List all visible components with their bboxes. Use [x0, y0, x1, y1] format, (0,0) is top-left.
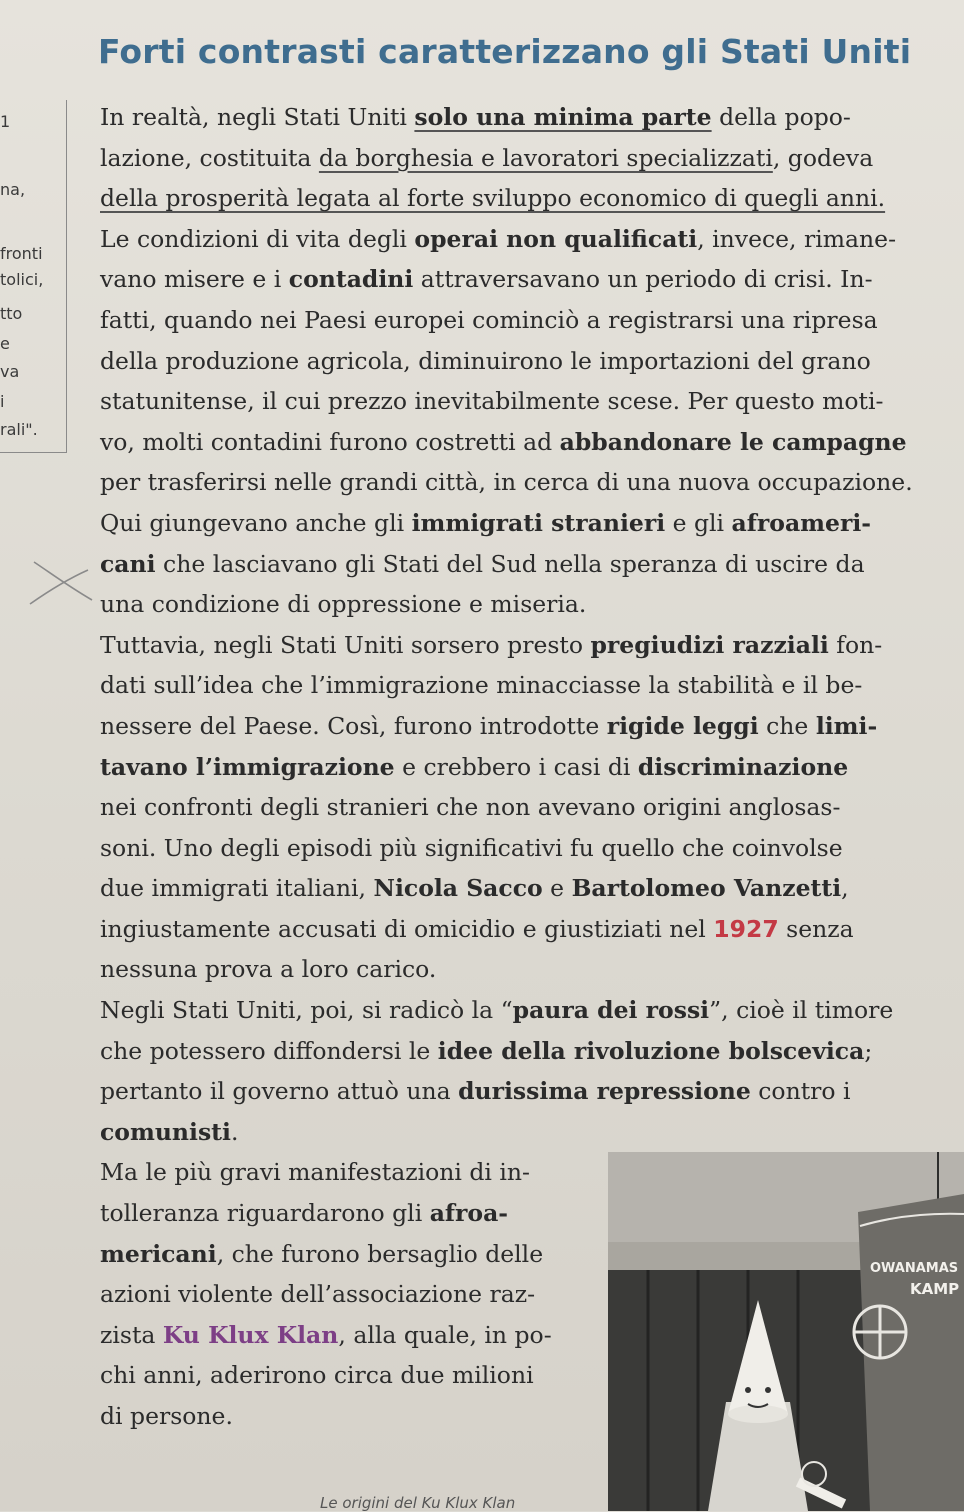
klan-photo: [608, 1152, 964, 1511]
key-term: tavano l’immigrazione: [100, 752, 395, 781]
text-run: .: [230, 1117, 239, 1146]
text-run: , alla quale, in po-: [338, 1320, 552, 1349]
text-line: [100, 381, 950, 422]
text-run: tolleranza riguardarono gli: [100, 1199, 430, 1228]
text-run: statunitense, il cui prezzo inevitabilmente scese. Per questo moti-: [100, 387, 884, 416]
text-run: Ma le più gravi manifestazioni di in-: [100, 1158, 530, 1187]
key-term: rigide leggi: [606, 711, 759, 740]
key-term: solo una minima parte: [414, 103, 712, 131]
text-line: [100, 949, 950, 990]
text-line: [100, 178, 950, 219]
text-line: [100, 341, 950, 382]
text-run: Negli Stati Uniti, poi, si radicò la “: [100, 996, 513, 1025]
margin-fragment: 1: [0, 112, 11, 131]
text-run: vo, molti contadini furono costretti ad: [100, 427, 560, 456]
margin-fragment: fronti: [0, 244, 43, 263]
text-run: ingiustamente accusati di omicidio e giustiziati nel: [100, 914, 714, 943]
text-line: [100, 909, 950, 950]
key-term: operai non qualificati: [414, 224, 698, 253]
key-term: immigrati stranieri: [411, 508, 666, 537]
text-run: attraversavano un periodo di crisi. In-: [413, 265, 873, 294]
key-term: afroa-: [429, 1199, 509, 1228]
year-highlight: 1927: [713, 914, 779, 943]
text-run: soni. Uno degli episodi più significativi fu quello che coinvolse: [100, 833, 843, 862]
text-run: pertanto il governo attuò una: [100, 1077, 459, 1106]
key-term: comunisti: [100, 1117, 231, 1146]
pencil-mark-icon: [26, 556, 96, 606]
photo-caption: Le origini del Ku Klux Klan: [320, 1494, 516, 1512]
text-run: , che furono bersaglio delle: [216, 1239, 544, 1268]
text-line: [100, 259, 950, 300]
text-line: [100, 625, 950, 666]
text-run: ”, cioè il timore: [709, 996, 894, 1025]
text-line: [100, 97, 950, 138]
margin-fragment: i: [0, 392, 5, 411]
margin-sidebar: [0, 100, 67, 453]
text-run: zista: [100, 1320, 163, 1349]
text-run: una condizione di oppressione e miseria.: [100, 590, 587, 619]
text-line: [100, 1112, 950, 1153]
margin-fragment: tto: [0, 304, 23, 323]
key-term: Bartolomeo Vanzetti: [571, 874, 842, 903]
text-line: [100, 503, 950, 544]
text-line: [100, 990, 950, 1031]
text-line: [100, 1071, 950, 1112]
key-term: abbandonare le campagne: [559, 427, 907, 456]
text-run: due immigrati italiani,: [100, 874, 374, 903]
text-run: azioni violente dell’associazione raz-: [100, 1280, 536, 1309]
text-run: che potessero diffondersi le: [100, 1036, 438, 1065]
text-line: [100, 544, 950, 585]
key-term: Nicola Sacco: [373, 874, 543, 903]
text-line: [100, 747, 950, 788]
text-run: , invece, rimane-: [697, 224, 897, 253]
text-line: [100, 706, 950, 747]
text-run: della popo-: [711, 103, 851, 131]
text-run: nessuna prova a loro carico.: [100, 955, 437, 984]
text-line: [100, 868, 950, 909]
key-term: discriminazione: [637, 752, 849, 781]
key-term: afroameri-: [731, 508, 872, 537]
text-run: per trasferirsi nelle grandi città, in cerca di una nuova occupazione.: [100, 468, 913, 497]
text-run: e gli: [665, 508, 732, 537]
text-run: Qui giungevano anche gli: [100, 508, 412, 537]
text-line: [100, 787, 950, 828]
text-line: [100, 462, 950, 503]
key-term: idee della rivoluzione bolscevica: [437, 1036, 865, 1065]
text-line: [100, 828, 950, 869]
underlined-text: da borghesia e lavoratori specializzati: [318, 143, 773, 172]
text-run: che: [758, 711, 816, 740]
text-run: ,: [841, 874, 849, 903]
klan-highlight: Ku Klux Klan: [162, 1320, 339, 1349]
text-run: In realtà, negli Stati Uniti: [100, 103, 415, 131]
key-term: contadini: [288, 265, 414, 294]
key-term: limi-: [815, 711, 878, 740]
banner-text: OWANAMAS: [870, 1261, 959, 1276]
key-term: pregiudizi razziali: [590, 630, 829, 659]
klan-photo-drawing: [608, 1152, 964, 1511]
key-term: mericani: [100, 1239, 217, 1268]
text-run: contro i: [750, 1077, 851, 1106]
text-run: della produzione agricola, diminuirono le importazioni del grano: [100, 346, 871, 375]
text-line: [100, 422, 950, 463]
key-term: durissima repressione: [458, 1077, 751, 1106]
text-run: di persone.: [100, 1402, 233, 1430]
text-line: [100, 138, 950, 179]
margin-fragment: rali".: [0, 420, 38, 439]
key-term: paura dei rossi: [512, 996, 710, 1025]
banner-text: KAMP: [910, 1280, 960, 1298]
text-run: fon-: [828, 630, 883, 659]
text-run: e crebbero i casi di: [394, 752, 638, 781]
margin-fragment: e: [0, 334, 10, 353]
text-run: nei confronti degli stranieri che non avevano origini anglosas-: [100, 793, 841, 822]
text-line: [100, 665, 950, 706]
text-run: che lasciavano gli Stati del Sud nella speranza di uscire da: [155, 549, 865, 578]
margin-fragment: tolici,: [0, 270, 44, 289]
margin-fragment: va: [0, 362, 20, 381]
underlined-text: della prosperità legata al forte sviluppo economico di quegli anni.: [100, 184, 886, 213]
margin-fragment: na,: [0, 180, 26, 199]
text-run: fatti, quando nei Paesi europei cominciò a registrarsi una ripresa: [100, 305, 878, 334]
text-run: chi anni, aderirono circa due milioni: [100, 1361, 534, 1390]
text-run: nessere del Paese. Così, furono introdotte: [100, 711, 607, 740]
text-line: [100, 300, 950, 341]
text-line: [100, 1031, 950, 1072]
text-line: [100, 584, 950, 625]
text-run: Le condizioni di vita degli: [100, 224, 415, 253]
text-run: senza: [778, 914, 854, 943]
text-run: ;: [864, 1036, 873, 1065]
section-title: Forti contrasti caratterizzano gli Stati Uniti: [98, 32, 912, 71]
key-term: cani: [100, 549, 156, 578]
text-run: Tuttavia, negli Stati Uniti sorsero presto: [100, 630, 591, 659]
text-run: dati sull’idea che l’immigrazione minacciasse la stabilità e il be-: [100, 671, 863, 700]
text-run: lazione, costituita: [100, 143, 319, 172]
text-run: vano misere e i: [100, 265, 289, 294]
text-run: , godeva: [772, 143, 874, 172]
text-run: e: [542, 874, 572, 903]
text-line: [100, 219, 950, 260]
